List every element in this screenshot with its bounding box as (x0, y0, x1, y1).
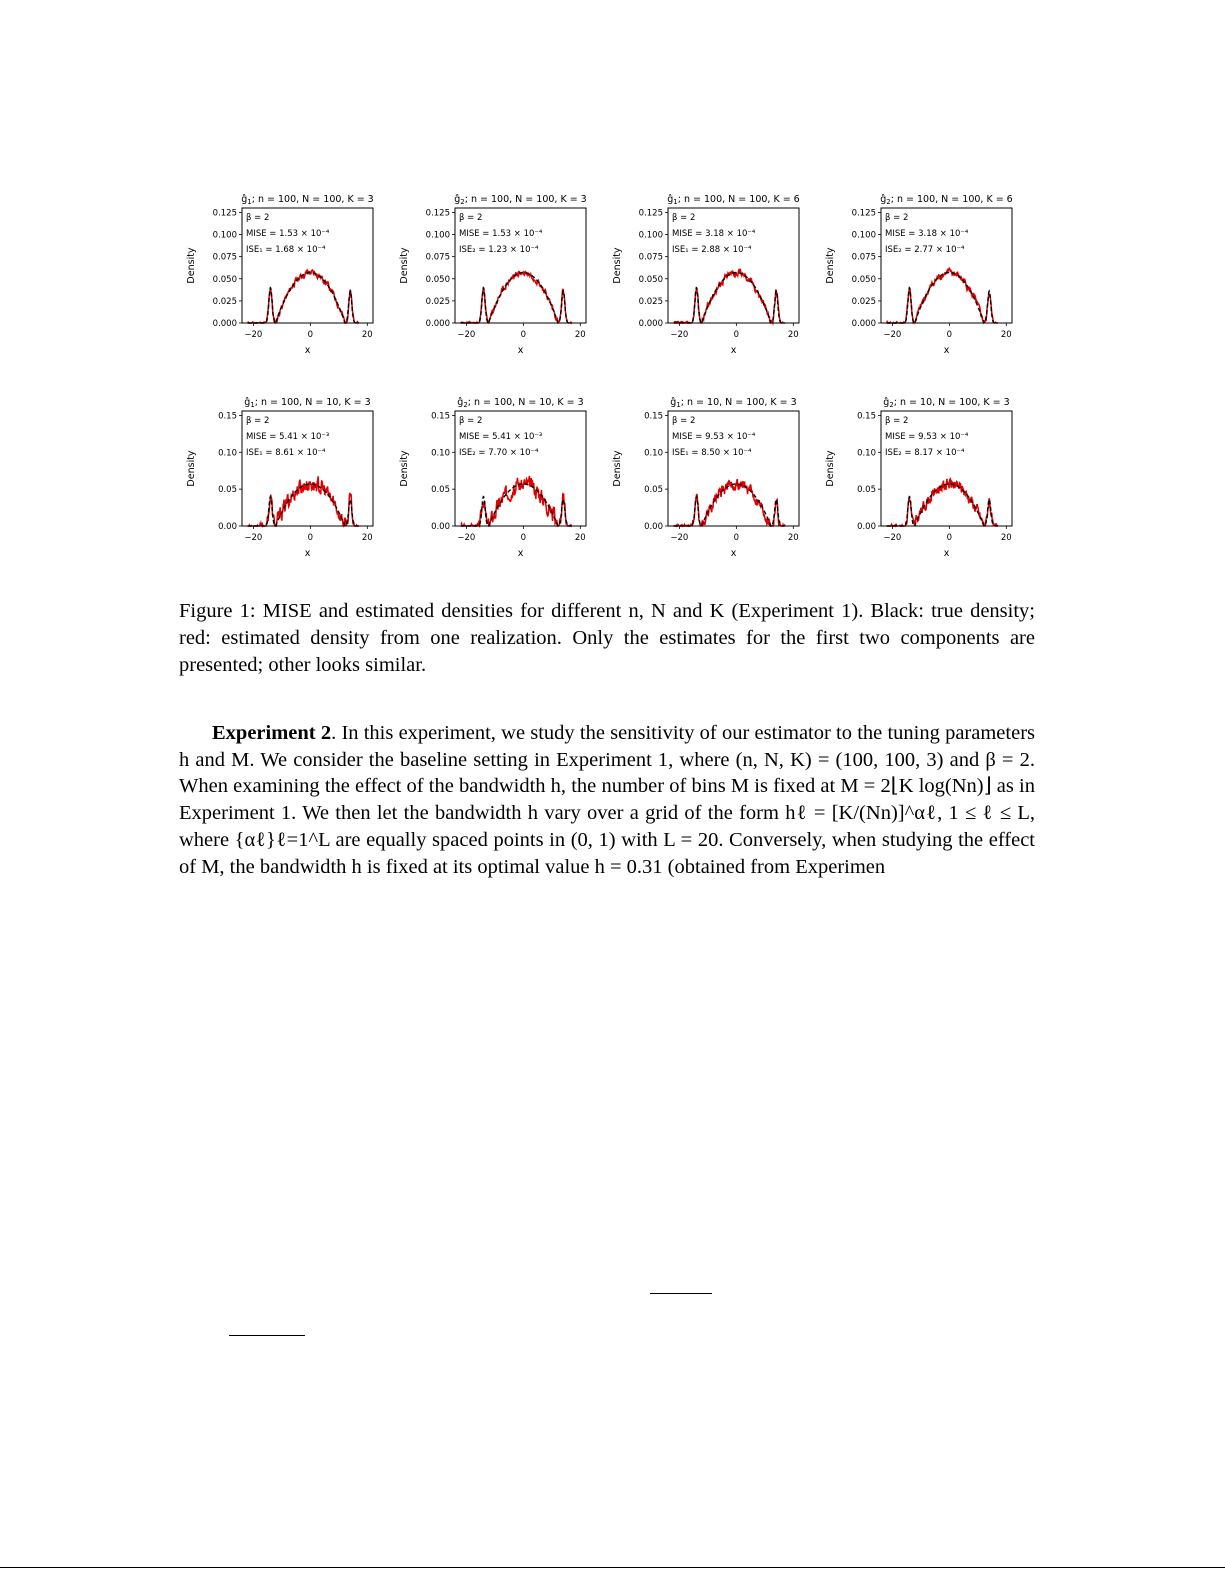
x-tick-label: 20 (361, 330, 373, 340)
y-tick-label: 0.125 (851, 208, 876, 219)
y-tick-label: 0.15 (431, 411, 450, 422)
y-tick-label: 0.100 (425, 230, 450, 241)
caption-label: Figure 1: (179, 600, 256, 622)
x-tick-label: 20 (361, 533, 373, 543)
y-tick-label: 0.15 (218, 411, 237, 422)
x-tick-label: 0 (733, 330, 740, 340)
panel-title: $ĝ_2$; n = 10, N = 100, K = 3 (883, 397, 1010, 409)
y-tick-label: 0.10 (218, 448, 237, 459)
y-tick-label: 0.000 (212, 319, 237, 329)
density-panel (606, 188, 821, 383)
figure-caption (179, 598, 1035, 679)
true-density-curve (248, 273, 359, 323)
y-tick-label: 0.00 (644, 522, 663, 532)
y-tick-label: 0.15 (644, 411, 663, 422)
x-axis-label: x (517, 345, 524, 356)
x-tick-label: −20 (670, 330, 689, 340)
density-plot (819, 391, 1034, 586)
y-tick-label: 0.075 (851, 252, 876, 263)
density-plot (393, 188, 608, 383)
density-panel (819, 188, 1034, 383)
panel-annotation: β = 2 (672, 416, 696, 426)
panel-annotation: MISE = 3.18 × 10⁻⁴ (672, 229, 756, 239)
y-tick-label: 0.025 (638, 296, 663, 307)
x-tick-label: 0 (733, 533, 740, 543)
y-tick-label: 0.050 (212, 274, 237, 285)
panel-annotation: β = 2 (885, 213, 909, 223)
panel-annotation: ISE₁ = 8.61 × 10⁻⁴ (246, 448, 326, 458)
y-tick-label: 0.050 (851, 274, 876, 285)
y-tick-label: 0.00 (857, 522, 876, 532)
x-axis-label: x (517, 548, 524, 559)
x-tick-label: −20 (883, 330, 902, 340)
y-tick-label: 0.125 (425, 208, 450, 219)
panel-annotation: β = 2 (885, 416, 909, 426)
panel-annotation: ISE₂ = 1.23 × 10⁻⁴ (459, 245, 539, 255)
true-density-curve (887, 273, 998, 323)
y-tick-label: 0.100 (851, 230, 876, 241)
page-bottom-rule (0, 1567, 1225, 1568)
panel-annotation: MISE = 1.53 × 10⁻⁴ (459, 229, 543, 239)
panel-title: $ĝ_1$; n = 100, N = 10, K = 3 (244, 397, 371, 409)
x-tick-label: 20 (787, 330, 799, 340)
y-tick-label: 0.05 (644, 485, 663, 496)
y-tick-label: 0.075 (212, 252, 237, 263)
panel-title: $ĝ_2$; n = 100, N = 10, K = 3 (457, 397, 584, 409)
y-tick-label: 0.125 (638, 208, 663, 219)
x-axis-label: x (943, 548, 950, 559)
footnote-rule-left (229, 1335, 305, 1336)
panel-annotation: ISE₁ = 1.68 × 10⁻⁴ (246, 245, 326, 255)
x-tick-label: −20 (244, 330, 263, 340)
axes-frame (881, 208, 1012, 323)
panel-annotation: MISE = 5.41 × 10⁻³ (459, 432, 543, 442)
panel-annotation: ISE₁ = 2.88 × 10⁻⁴ (672, 245, 752, 255)
axes-frame (455, 411, 586, 526)
x-tick-label: −20 (457, 533, 476, 543)
panel-annotation: β = 2 (672, 213, 696, 223)
panel-title: $ĝ_1$; n = 100, N = 100, K = 6 (667, 194, 800, 206)
y-axis-label: Density (612, 450, 623, 487)
panel-annotation: MISE = 3.18 × 10⁻⁴ (885, 229, 969, 239)
y-tick-label: 0.050 (425, 274, 450, 285)
panel-title: $ĝ_1$; n = 10, N = 100, K = 3 (670, 397, 797, 409)
x-tick-label: 0 (946, 533, 953, 543)
y-tick-label: 0.075 (638, 252, 663, 263)
experiment-body: . In this experiment, we study the sensitivity of our estimator to the tuning parameters h and M. We consider the baseline setting in Experiment 1, where (n, N, K) = (100, 100, 3) and β = 2. When examining the effect of the bandwidth h, the number of bins M is fixed at M = 2⌊K log(Nn)⌋ as in Experiment 1. We then let the bandwidth h vary over a grid of the form hℓ = [K/(Nn)]^αℓ, 1 ≤ ℓ ≤ L, where {αℓ}ℓ=1^L are equally spaced points in (0, 1) with L = 20. Conversely, when studying the effect of M, the bandwidth h is fixed at its optimal value h = 0.31 (obtained from Experimen (179, 722, 1035, 878)
panel-title: $ĝ_2$; n = 100, N = 100, K = 6 (880, 194, 1013, 206)
x-tick-label: −20 (244, 533, 263, 543)
true-density-curve (674, 484, 785, 526)
axes-frame (881, 411, 1012, 526)
panel-annotation: MISE = 9.53 × 10⁻⁴ (672, 432, 756, 442)
x-tick-label: 0 (307, 330, 314, 340)
y-tick-label: 0.000 (425, 319, 450, 329)
panel-annotation: MISE = 9.53 × 10⁻⁴ (885, 432, 969, 442)
y-axis-label: Density (399, 450, 410, 487)
panel-annotation: ISE₂ = 7.70 × 10⁻⁴ (459, 448, 539, 458)
axes-frame (668, 411, 799, 526)
x-tick-label: −20 (670, 533, 689, 543)
experiment-2-paragraph (179, 720, 1035, 880)
density-panel (180, 391, 395, 586)
y-tick-label: 0.15 (857, 411, 876, 422)
y-axis-label: Density (186, 450, 197, 487)
x-axis-label: x (730, 345, 737, 356)
panel-annotation: β = 2 (246, 416, 270, 426)
x-tick-label: 0 (307, 533, 314, 543)
y-tick-label: 0.05 (857, 485, 876, 496)
x-tick-label: 20 (1000, 330, 1012, 340)
y-tick-label: 0.025 (851, 296, 876, 307)
y-axis-label: Density (825, 247, 836, 284)
x-tick-label: −20 (883, 533, 902, 543)
panel-title: $ĝ_1$; n = 100, N = 100, K = 3 (241, 194, 374, 206)
panel-annotation: MISE = 1.53 × 10⁻⁴ (246, 229, 330, 239)
panel-annotation: β = 2 (246, 213, 270, 223)
density-panel (606, 391, 821, 586)
true-density-curve (461, 273, 572, 323)
density-plot (180, 391, 395, 586)
figure-1-grid (180, 188, 1040, 578)
y-tick-label: 0.10 (431, 448, 450, 459)
axes-frame (455, 208, 586, 323)
x-axis-label: x (943, 345, 950, 356)
density-plot (606, 391, 821, 586)
x-tick-label: 0 (946, 330, 953, 340)
x-tick-label: 20 (574, 533, 586, 543)
x-tick-label: 20 (787, 533, 799, 543)
y-tick-label: 0.00 (218, 522, 237, 532)
axes-frame (242, 411, 373, 526)
y-tick-label: 0.05 (431, 485, 450, 496)
panel-annotation: ISE₂ = 8.17 × 10⁻⁴ (885, 448, 965, 458)
y-tick-label: 0.100 (638, 230, 663, 241)
y-tick-label: 0.025 (425, 296, 450, 307)
footnote-rule-right (650, 1293, 712, 1294)
panel-annotation: ISE₂ = 2.77 × 10⁻⁴ (885, 245, 965, 255)
y-tick-label: 0.000 (851, 319, 876, 329)
x-tick-label: −20 (457, 330, 476, 340)
y-axis-label: Density (612, 247, 623, 284)
y-tick-label: 0.050 (638, 274, 663, 285)
x-tick-label: 20 (574, 330, 586, 340)
y-tick-label: 0.00 (431, 522, 450, 532)
y-tick-label: 0.10 (644, 448, 663, 459)
axes-frame (242, 208, 373, 323)
density-panel (180, 188, 395, 383)
x-tick-label: 0 (520, 330, 527, 340)
density-plot (819, 188, 1034, 383)
density-plot (180, 188, 395, 383)
x-axis-label: x (304, 548, 311, 559)
density-panel (393, 188, 608, 383)
y-tick-label: 0.125 (212, 208, 237, 219)
panel-annotation: β = 2 (459, 416, 483, 426)
x-axis-label: x (304, 345, 311, 356)
y-tick-label: 0.025 (212, 296, 237, 307)
axes-frame (668, 208, 799, 323)
experiment-heading: Experiment 2 (212, 722, 332, 744)
x-tick-label: 20 (1000, 533, 1012, 543)
x-axis-label: x (730, 548, 737, 559)
x-tick-label: 0 (520, 533, 527, 543)
density-plot (606, 188, 821, 383)
caption-text: MISE and estimated densities for different n, N and K (Experiment 1). Black: true density; red: estimated density from one realization. Only the estimates for the first two components are presented; other looks similar. (179, 600, 1035, 676)
density-panel (819, 391, 1034, 586)
y-tick-label: 0.05 (218, 485, 237, 496)
true-density-curve (674, 273, 785, 323)
y-tick-label: 0.075 (425, 252, 450, 263)
density-plot (393, 391, 608, 586)
y-axis-label: Density (825, 450, 836, 487)
panel-annotation: MISE = 5.41 × 10⁻³ (246, 432, 330, 442)
y-tick-label: 0.10 (857, 448, 876, 459)
panel-annotation: ISE₁ = 8.50 × 10⁻⁴ (672, 448, 752, 458)
y-axis-label: Density (399, 247, 410, 284)
panel-title: $ĝ_2$; n = 100, N = 100, K = 3 (454, 194, 587, 206)
panel-annotation: β = 2 (459, 213, 483, 223)
density-panel (393, 391, 608, 586)
y-tick-label: 0.100 (212, 230, 237, 241)
y-axis-label: Density (186, 247, 197, 284)
y-tick-label: 0.000 (638, 319, 663, 329)
